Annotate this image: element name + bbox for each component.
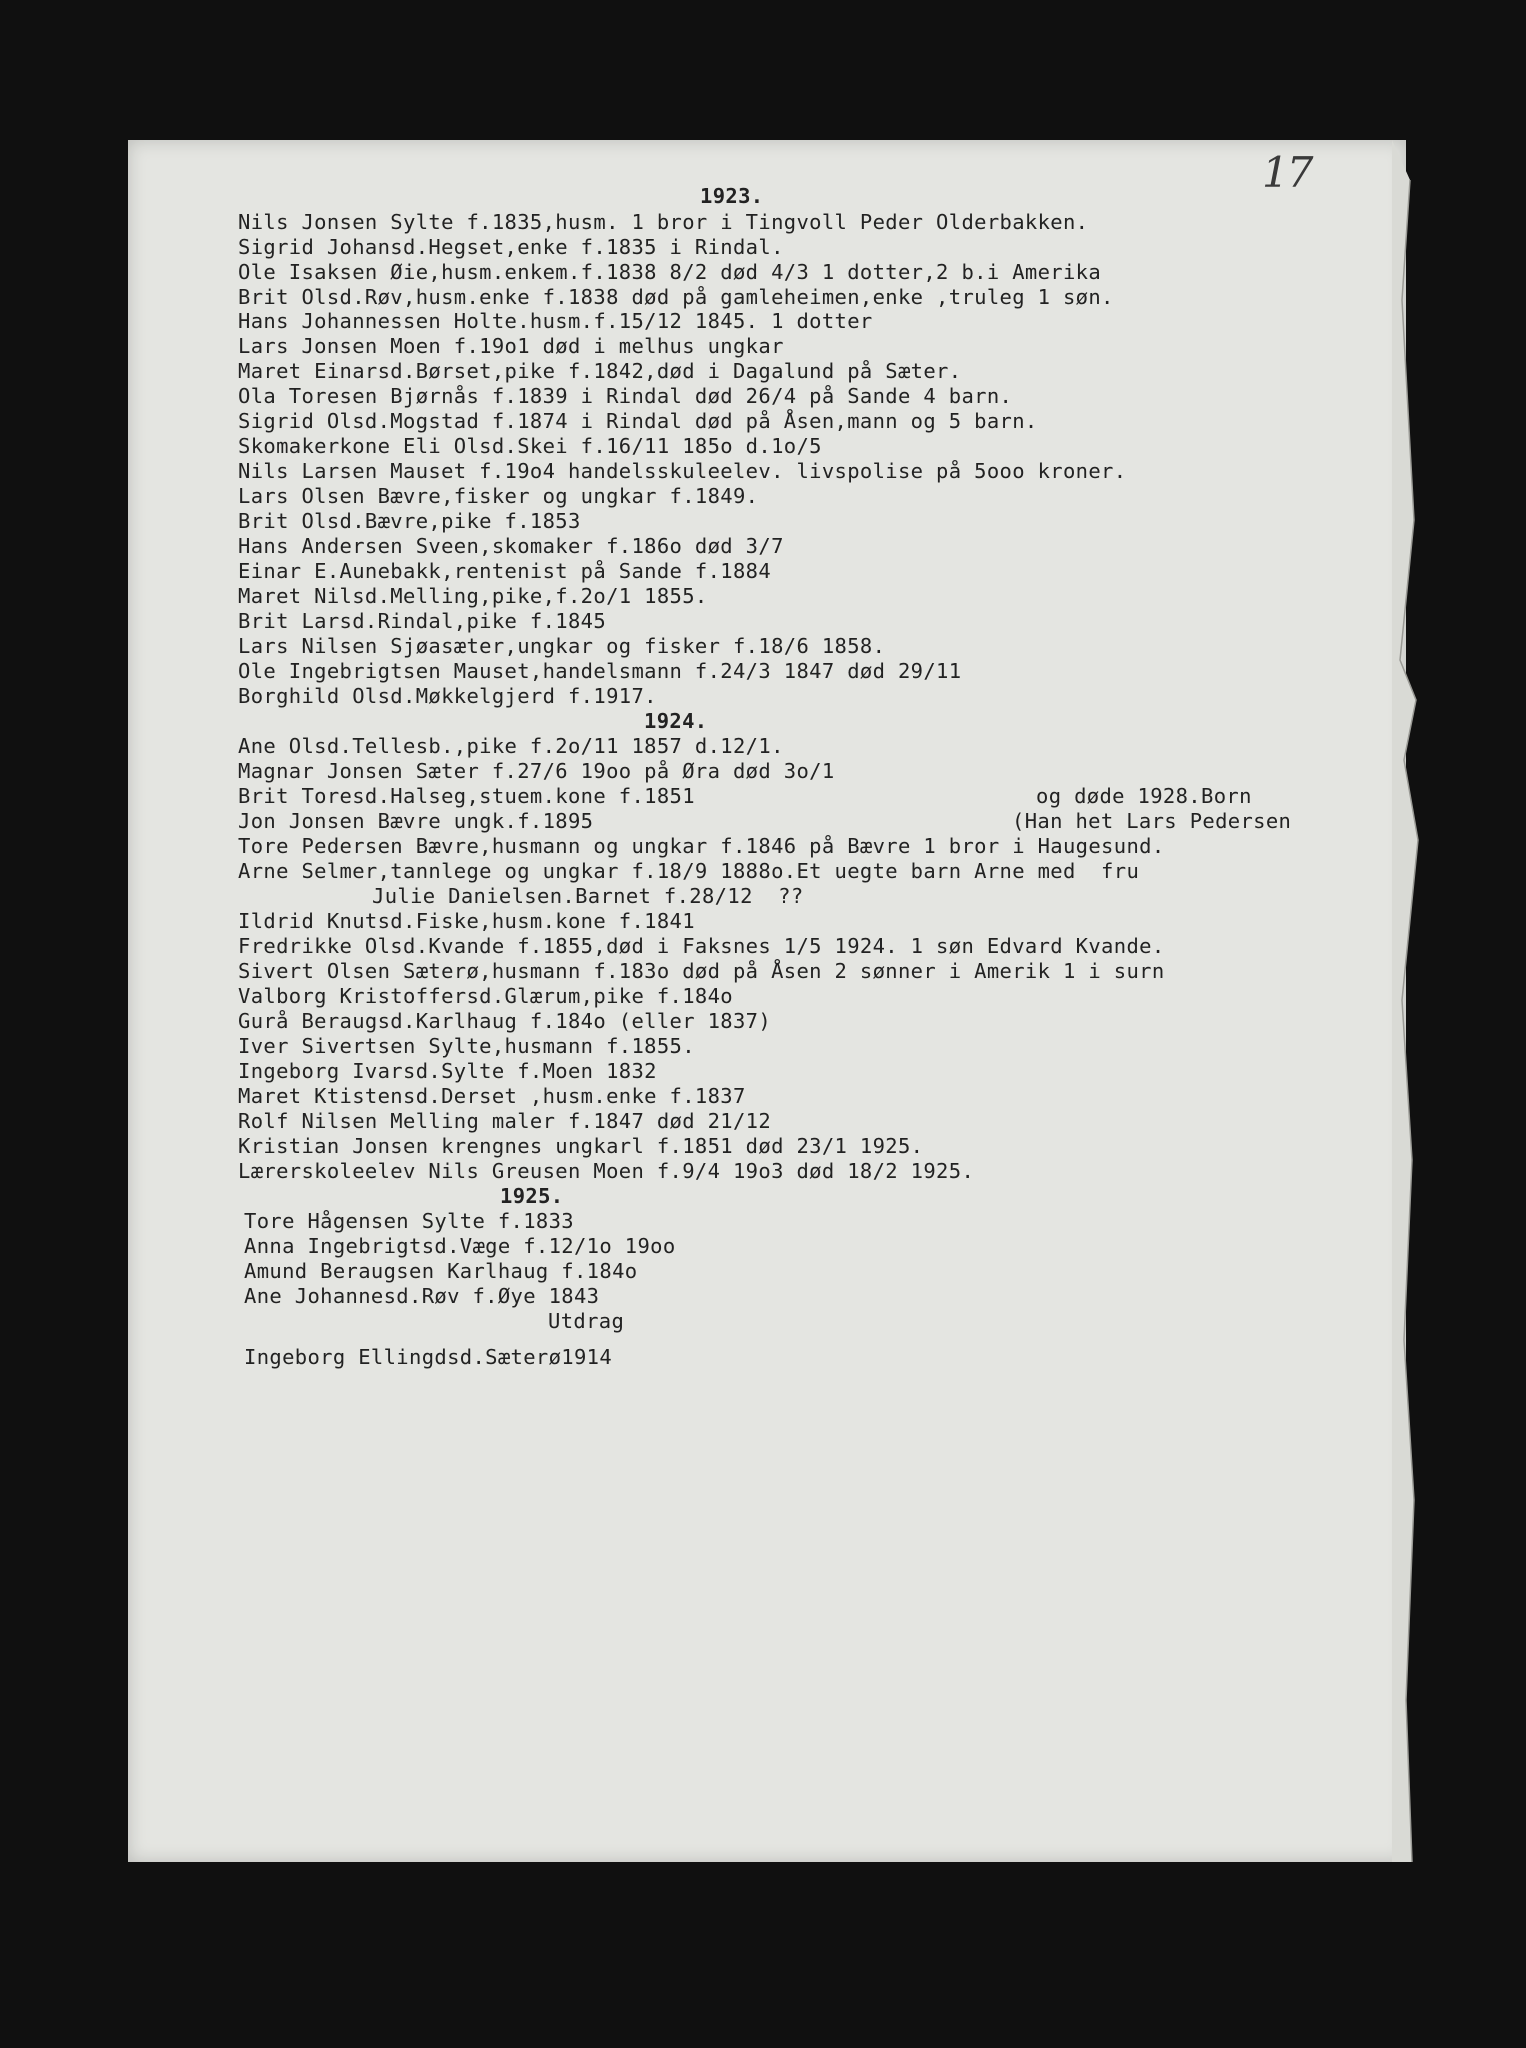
- entry-line: Ingeborg Ivarsd.Sylte f.Moen 1832: [238, 1059, 657, 1083]
- entry-note: (Han het Lars Pedersen: [1012, 809, 1292, 833]
- entry-line: Tore Hågensen Sylte f.1833: [244, 1209, 574, 1233]
- entry-line: Maret Nilsd.Melling,pike,f.2o/1 1855.: [238, 584, 708, 608]
- entry-line: Sigrid Johansd.Hegset,enke f.1835 i Rindal.: [238, 235, 784, 259]
- entry-line: Ole Isaksen Øie,husm.enkem.f.1838 8/2 død 4/3 1 dotter,2 b.i Amerika: [238, 260, 1102, 284]
- entry-line: Borghild Olsd.Møkkelgjerd f.1917.: [238, 684, 657, 708]
- entry-line: Hans Johannessen Holte.husm.f.15/12 1845. 1 dotter: [238, 309, 873, 333]
- entry-line: Gurå Beraugsd.Karlhaug f.184o (eller 1837): [238, 1009, 772, 1033]
- entry-line: Brit Olsd.Bævre,pike f.1853: [238, 509, 581, 533]
- entry-line: Kristian Jonsen krengnes ungkarl f.1851 død 23/1 1925.: [238, 1134, 924, 1158]
- entry-line: Brit Olsd.Røv,husm.enke f.1838 død på gamleheimen,enke ,truleg 1 søn.: [238, 285, 1114, 309]
- entry-line: Ingeborg Ellingdsd.Sæterø1914: [244, 1345, 613, 1369]
- entry-line: Arne Selmer,tannlege og ungkar f.18/9 1888o.Et uegte barn Arne med fru: [238, 859, 1140, 883]
- entry-line: Ildrid Knutsd.Fiske,husm.kone f.1841: [238, 909, 695, 933]
- entry-line: Rolf Nilsen Melling maler f.1847 død 21/12: [238, 1109, 772, 1133]
- entry-line: Skomakerkone Eli Olsd.Skei f.16/11 185o d.1o/5: [238, 434, 822, 458]
- entry-line: Hans Andersen Sveen,skomaker f.186o død 3/7: [238, 534, 784, 558]
- entry-line: Einar E.Aunebakk,rentenist på Sande f.1884: [238, 559, 772, 583]
- entry-line: Maret Einarsd.Børset,pike f.1842,død i Dagalund på Sæter.: [238, 359, 962, 383]
- entry-line: Brit Toresd.Halseg,stuem.kone f.1851: [238, 784, 695, 808]
- heading-1924: 1924.: [644, 709, 708, 733]
- entry-line: Ola Toresen Bjørnås f.1839 i Rindal død 26/4 på Sande 4 barn.: [238, 384, 1013, 408]
- entry-line: Tore Pedersen Bævre,husmann og ungkar f.1846 på Bævre 1 bror i Haugesund.: [238, 834, 1165, 858]
- entry-line: Iver Sivertsen Sylte,husmann f.1855.: [238, 1034, 695, 1058]
- entry-line: Lars Jonsen Moen f.19o1 død i melhus ungkar: [238, 334, 784, 358]
- entry-line: Sigrid Olsd.Mogstad f.1874 i Rindal død på Åsen,mann og 5 barn.: [238, 409, 1038, 433]
- heading-utdrag: Utdrag: [548, 1309, 625, 1333]
- torn-page-edge: [1392, 140, 1420, 1862]
- entry-line: Julie Danielsen.Barnet f.28/12 ??: [372, 884, 804, 908]
- entry-line: Amund Beraugsen Karlhaug f.184o: [244, 1259, 638, 1283]
- entry-line: Valborg Kristoffersd.Glærum,pike f.184o: [238, 984, 733, 1008]
- entry-line: Maret Ktistensd.Derset ,husm.enke f.1837: [238, 1084, 746, 1108]
- heading-1925: 1925.: [500, 1184, 564, 1208]
- entry-line: Anna Ingebrigtsd.Væge f.12/1o 19oo: [244, 1234, 676, 1258]
- entry-line: Ane Olsd.Tellesb.,pike f.2o/11 1857 d.12/1.: [238, 734, 784, 758]
- entry-line: Fredrikke Olsd.Kvande f.1855,død i Faksnes 1/5 1924. 1 søn Edvard Kvande.: [238, 934, 1165, 958]
- entry-line: Nils Larsen Mauset f.19o4 handelsskuleelev. livspolise på 5ooo kroner.: [238, 459, 1127, 483]
- entry-line: Lærerskoleelev Nils Greusen Moen f.9/4 19o3 død 18/2 1925.: [238, 1159, 975, 1183]
- page-number: 17: [1262, 148, 1312, 197]
- entry-line: Ane Johannesd.Røv f.Øye 1843: [244, 1284, 600, 1308]
- entry-line: Ole Ingebrigtsen Mauset,handelsmann f.24/3 1847 død 29/11: [238, 659, 962, 683]
- entry-line: Jon Jonsen Bævre ungk.f.1895: [238, 809, 594, 833]
- heading-1923: 1923.: [700, 184, 764, 208]
- entry-note: og døde 1928.Born: [1036, 784, 1252, 808]
- entry-line: Brit Larsd.Rindal,pike f.1845: [238, 609, 607, 633]
- entry-line: Magnar Jonsen Sæter f.27/6 19oo på Øra død 3o/1: [238, 759, 835, 783]
- entry-line: Sivert Olsen Sæterø,husmann f.183o død på Åsen 2 sønner i Amerik 1 i surn: [238, 959, 1165, 983]
- entry-line: Lars Olsen Bævre,fisker og ungkar f.1849.: [238, 484, 759, 508]
- entry-line: Nils Jonsen Sylte f.1835,husm. 1 bror i Tingvoll Peder Olderbakken.: [238, 210, 1089, 234]
- entry-line: Lars Nilsen Sjøasæter,ungkar og fisker f.18/6 1858.: [238, 634, 886, 658]
